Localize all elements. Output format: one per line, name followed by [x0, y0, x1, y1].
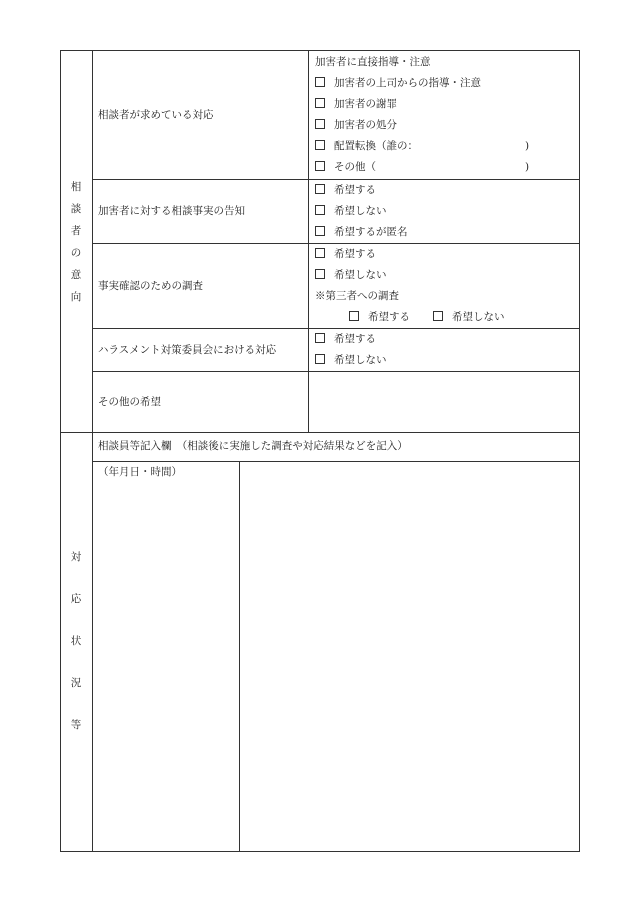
- row-divider-2: [92, 243, 579, 244]
- checkbox[interactable]: [315, 205, 325, 215]
- checkbox[interactable]: [315, 140, 325, 150]
- checkbox[interactable]: [315, 248, 325, 258]
- checkbox[interactable]: [315, 184, 325, 194]
- third-party-option-no[interactable]: 希望しない: [433, 310, 505, 324]
- checkbox[interactable]: [315, 226, 325, 236]
- other-wishes-field[interactable]: [309, 372, 579, 432]
- checkbox[interactable]: [315, 98, 325, 108]
- date-time-label: （年月日・時間）: [98, 466, 182, 478]
- vertical-char: 等: [70, 719, 82, 731]
- vertical-char: 者: [70, 225, 82, 237]
- record-header: 相談員等記入欄 （相談後に実施した調査や対応結果などを記入）: [98, 440, 408, 452]
- checkbox[interactable]: [315, 161, 325, 171]
- checkbox[interactable]: [315, 354, 325, 364]
- checkbox[interactable]: [315, 119, 325, 129]
- committee-label: ハラスメント対策委員会における対応: [98, 344, 277, 356]
- vertical-char: 対: [70, 551, 82, 563]
- checkbox[interactable]: [315, 333, 325, 343]
- vertical-char: 談: [70, 203, 82, 215]
- vertical-char: 意: [70, 269, 82, 281]
- investigation-option-no[interactable]: 希望しない: [315, 268, 387, 282]
- investigation-label: 事実確認のための調査: [98, 280, 203, 292]
- vertical-char: 向: [70, 291, 82, 303]
- notification-option-no[interactable]: 希望しない: [315, 204, 387, 218]
- supervisor-guidance-option[interactable]: 加害者の上司からの指導・注意: [315, 76, 481, 90]
- transfer-option[interactable]: 配置転換（誰の：: [315, 139, 418, 153]
- vertical-char: 況: [70, 677, 82, 689]
- investigation-option-yes[interactable]: 希望する: [315, 247, 376, 261]
- vertical-char: 状: [70, 635, 82, 647]
- direct-guidance-option: 加害者に直接指導・注意: [315, 56, 431, 68]
- requested-response-label: 相談者が求めている対応: [98, 109, 214, 121]
- vertical-char: 応: [70, 593, 82, 605]
- record-content-field[interactable]: [240, 462, 579, 851]
- transfer-close-paren: ): [525, 140, 530, 152]
- vertical-char: の: [70, 247, 82, 259]
- other-response-option[interactable]: その他（: [315, 160, 376, 174]
- consultation-form: [60, 50, 580, 852]
- notification-option-anonymous[interactable]: 希望するが匿名: [315, 225, 408, 239]
- checkbox[interactable]: [433, 311, 443, 321]
- section1-vertical-label: [69, 179, 83, 311]
- notification-option-yes[interactable]: 希望する: [315, 183, 376, 197]
- other-wishes-label: その他の希望: [98, 396, 161, 408]
- section2-vertical-label: [69, 549, 83, 759]
- date-time-field[interactable]: [93, 481, 239, 851]
- notification-label: 加害者に対する相談事実の告知: [98, 205, 245, 217]
- row-divider-1: [92, 179, 579, 180]
- checkbox[interactable]: [315, 77, 325, 87]
- discipline-option[interactable]: 加害者の処分: [315, 118, 397, 132]
- committee-option-yes[interactable]: 希望する: [315, 332, 376, 346]
- checkbox[interactable]: [349, 311, 359, 321]
- section-divider: [61, 432, 579, 433]
- committee-option-no[interactable]: 希望しない: [315, 353, 387, 367]
- checkbox[interactable]: [315, 269, 325, 279]
- third-party-option-yes[interactable]: 希望する: [349, 310, 410, 324]
- apology-option[interactable]: 加害者の謝罪: [315, 97, 397, 111]
- other-close-paren: ): [525, 161, 530, 173]
- vertical-char: 相: [70, 181, 82, 193]
- third-party-note: ※第三者への調査: [315, 290, 399, 302]
- row-divider-3: [92, 328, 579, 329]
